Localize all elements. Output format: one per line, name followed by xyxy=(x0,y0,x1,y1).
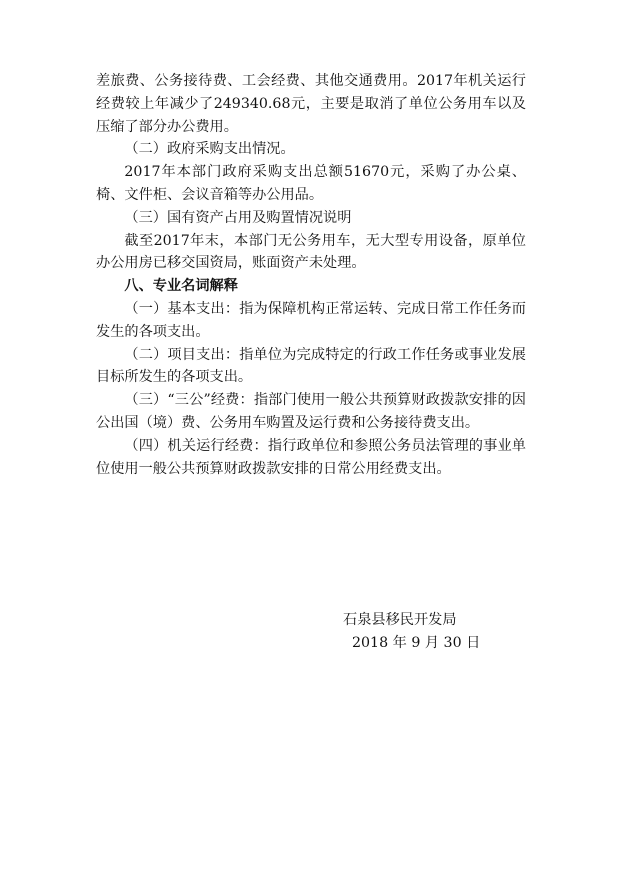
signature-organization: 石泉县移民开发局 xyxy=(343,612,457,628)
document-body xyxy=(96,70,526,480)
section-procurement-title: （二）政府采购支出情况。 xyxy=(124,141,295,158)
section-glossary-heading: 八、专业名词解释 xyxy=(124,278,238,295)
glossary-project-expenditure: （二）项目支出：指单位为完成特定的行政工作任务或事业发展目标所发生的各项支出。 xyxy=(96,346,526,386)
paragraph-procurement: 2017年本部门政府采购支出总额51670元，采购了办公桌、椅、文件柜、会议音箱等办公用品。 xyxy=(96,164,526,203)
glossary-three-public-expenses: （三）“三公”经费：指部门使用一般公共预算财政拨款安排的因公出国（境）费、公务用车购置及运行费和公务接待费支出。 xyxy=(96,392,526,431)
section-assets-title: （三）国有资产占用及购置情况说明 xyxy=(124,209,352,226)
signature-date: 2018 年 9 月 30 日 xyxy=(352,635,481,651)
paragraph-expense-summary: 差旅费、公务接待费、工会经费、其他交通费用。2017年机关运行经费较上年减少了249340.68元，主要是取消了单位公务用车以及压缩了部分办公费用。 xyxy=(96,73,526,135)
glossary-basic-expenditure: （一）基本支出：指为保障机构正常运转、完成日常工作任务而发生的各项支出。 xyxy=(96,300,526,340)
glossary-operating-expenses: （四）机关运行经费：指行政单位和参照公务员法管理的事业单位使用一般公共预算财政拨款安排的日常公用经费支出。 xyxy=(96,437,526,477)
paragraph-assets: 截至2017年末，本部门无公务用车，无大型专用设备，原单位办公用房已移交国资局，账面资产未处理。 xyxy=(96,232,526,272)
